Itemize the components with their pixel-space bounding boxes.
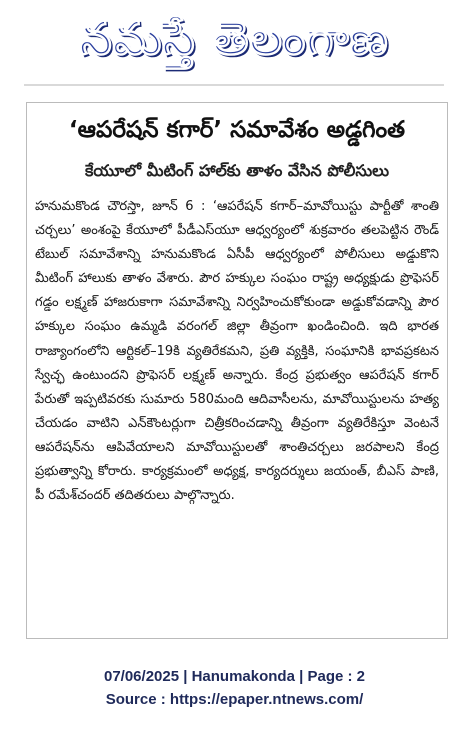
- masthead-divider: [24, 84, 444, 86]
- publication-info: 07/06/2025 | Hanumakonda | Page : 2: [103, 668, 365, 685]
- article-body: హనుమకొండ చౌరస్తా, జూన్ 6 : ‘ఆపరేషన్ కగార్–మావోయిస్టు పార్టీతో శాంతి చర్చలు’ అంశంపై కేయూలో పీడీఎస్‌యూ ఆధ్వర్యంలో శుక్రవారం తలపెట్టిన రౌండ్ టేబుల్ సమావేశాన్ని హనుమకొండ ఏసీపీ ఆధ్వర్యంలో పోలీసులు అడ్డుకొని మీటింగ్ హాలుకు తాళం వేశారు. పౌర హక్కుల సంఘం రాష్ట్ర అధ్యక్షుడు ప్రొఫెసర్ గడ్డం లక్ష్మణ్ హాజరుకాగా సమావేశాన్ని నిర్వహించుకోకుండా అడ్డుకోవడాన్ని పౌర హక్కుల సంఘం ఉమ్మడి వరంగల్ జిల్లా తీవ్రంగా ఖండించింది. ఇది భారత రాజ్యాంగంలోని ఆర్టికల్–19కి వ్యతిరేకమని, ప్రతి వ్యక్తికి, సంఘానికి భావప్రకటన స్వేచ్ఛ ఉంటుందని ప్రొఫెసర్ లక్ష్మణ్ అన్నారు. కేంద్ర ప్రభుత్వం ఆపరేషన్ కగార్ పేరుతో ఇప్పటివరకు సుమారు 580మంది ఆదివాసీలను, మావోయిస్టులను హత్య చేయడం వాటిని ఎన్‌కౌంటర్లుగా చిత్రీకరించడాన్ని తీవ్రంగా వ్యతిరేకిస్తూ వెంటనే ఆపరేషన్‌ను ఆపివేయాలని మావోయిస్టులతో శాంతిచర్చలు జరపాలని కేంద్ర ప్రభుత్వాన్ని కోరారు. కార్యక్రమంలో అధ్యక్ష, కార్యదర్శులు జయంత్, బీఎస్ పాణి, పీ రమేశ్‌చందర్ తదితరులు పాల్గొన్నారు.: [35, 199, 439, 504]
- source-link[interactable]: Source : https://epaper.ntnews.com/: [105, 691, 364, 708]
- article-headline: ‘ఆపరేషన్ కగార్’ సమావేశం అడ్డగింత: [68, 117, 406, 143]
- article-subheadline: కేయూలో మీటింగ్ హాల్‌కు తాళం వేసిన పోలీసులు: [84, 161, 389, 180]
- masthead-title: నమస్తే తెలంగాణ: [79, 11, 389, 65]
- article-clipping: [26, 102, 448, 639]
- newspaper-masthead: [24, 8, 444, 80]
